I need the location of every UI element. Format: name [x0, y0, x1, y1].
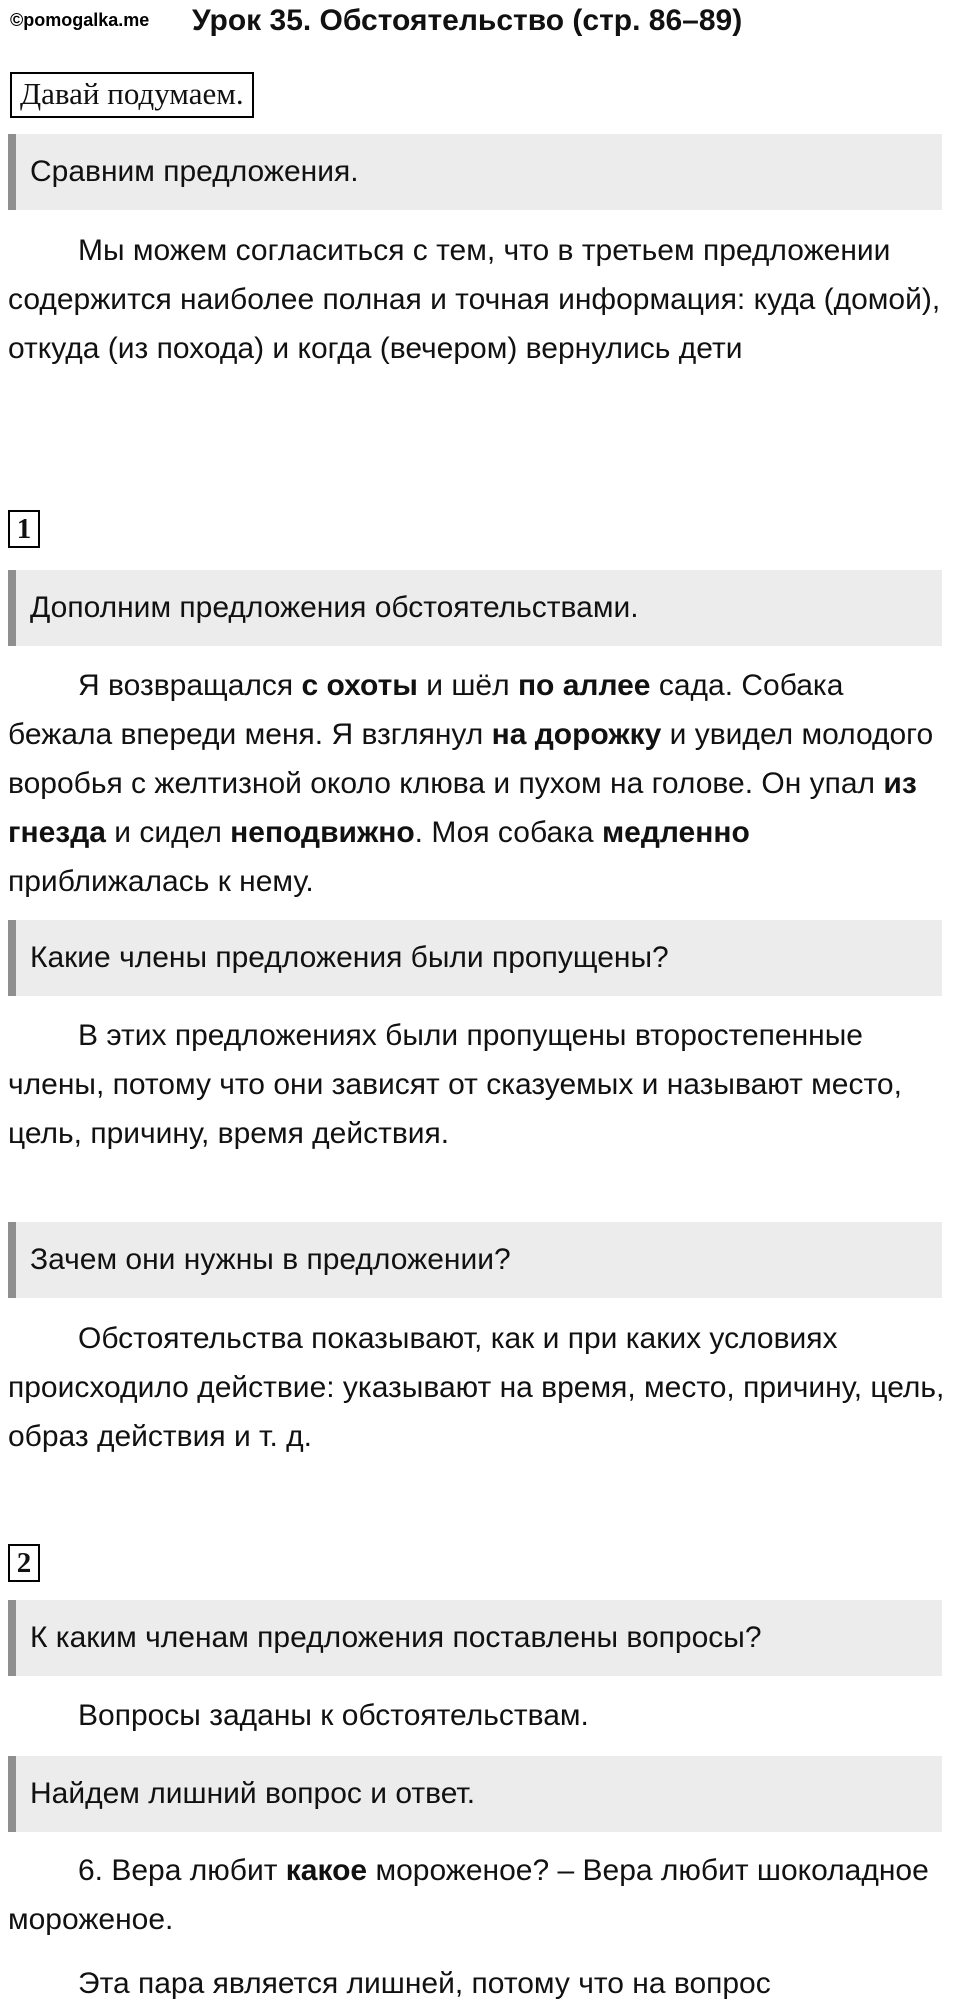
highlighted-circumstance: из гнезда: [8, 767, 917, 849]
answer-why-needed: Обстоятельства показывают, как и при каких условиях происходило действие: указывают на время, место, причину, цель, образ действия и т. д.: [8, 1322, 945, 1453]
text: Я возвращался: [78, 669, 302, 702]
answer-compare-sentences: Мы можем согласиться с тем, что в третьем предложении содержится наиболее полная и точная информация: куда (домой), откуда (из похода) и когда (вечером) вернулись дети: [8, 234, 941, 365]
prompt-add-circumstances: [8, 570, 942, 646]
answer-missing-members: В этих предложениях были пропущены второстепенные члены, потому что они зависят от сказуемых и называют место, цель, причину, время действия.: [8, 1019, 902, 1150]
task-number-2: 2: [8, 1544, 40, 1582]
text: и сидел: [105, 816, 231, 849]
text: и увидел молодого воробья с желтизной около клюва и пухом на голове. Он упал: [8, 718, 934, 800]
text: 6. Вера любит: [78, 1854, 286, 1887]
prompt-question-members: [8, 1600, 942, 1676]
text: . Моя собака: [414, 816, 602, 849]
prompt-compare-sentences: [8, 134, 942, 210]
highlighted-word: какое: [285, 1854, 368, 1887]
highlighted-circumstance: по аллее: [517, 669, 651, 702]
text: и шёл: [417, 669, 518, 702]
task-number-1: 1: [8, 510, 40, 548]
prompt-why-needed: [8, 1222, 942, 1298]
intro-box: Давай подумаем.: [10, 72, 254, 118]
prompt-text: Зачем они нужны в предложении?: [30, 1243, 511, 1276]
prompt-text: Дополним предложения обстоятельствами.: [30, 591, 639, 624]
answer-extra-question: [8, 1846, 952, 1944]
text: мороженое? – Вера любит шоколадное мороженое.: [8, 1854, 929, 1936]
highlighted-circumstance: на дорожку: [491, 718, 662, 751]
prompt-text: Найдем лишний вопрос и ответ.: [30, 1777, 476, 1810]
prompt-text: К каким членам предложения поставлены вопросы?: [30, 1621, 762, 1654]
page-title: Урок 35. Обстоятельство (стр. 86–89): [192, 4, 743, 37]
prompt-text: Сравним предложения.: [30, 155, 359, 188]
prompt-text: Какие члены предложения были пропущены?: [30, 941, 669, 974]
highlighted-circumstance: неподвижно: [230, 816, 415, 849]
answer-question-members: Вопросы заданы к обстоятельствам.: [78, 1699, 589, 1732]
story-paragraph: [8, 661, 952, 906]
highlighted-circumstance: с охоты: [301, 669, 418, 702]
prompt-extra-question: [8, 1756, 942, 1832]
text: сада. Собака бежала впереди меня. Я взглянул: [8, 669, 844, 751]
answer-extra-explanation: Эта пара является лишней, потому что на вопрос: [78, 1967, 771, 2000]
prompt-missing-members: [8, 920, 942, 996]
text: приближалась к нему.: [8, 865, 314, 898]
watermark: ©pomogalka.me: [10, 10, 150, 30]
highlighted-circumstance: медленно: [601, 816, 750, 849]
